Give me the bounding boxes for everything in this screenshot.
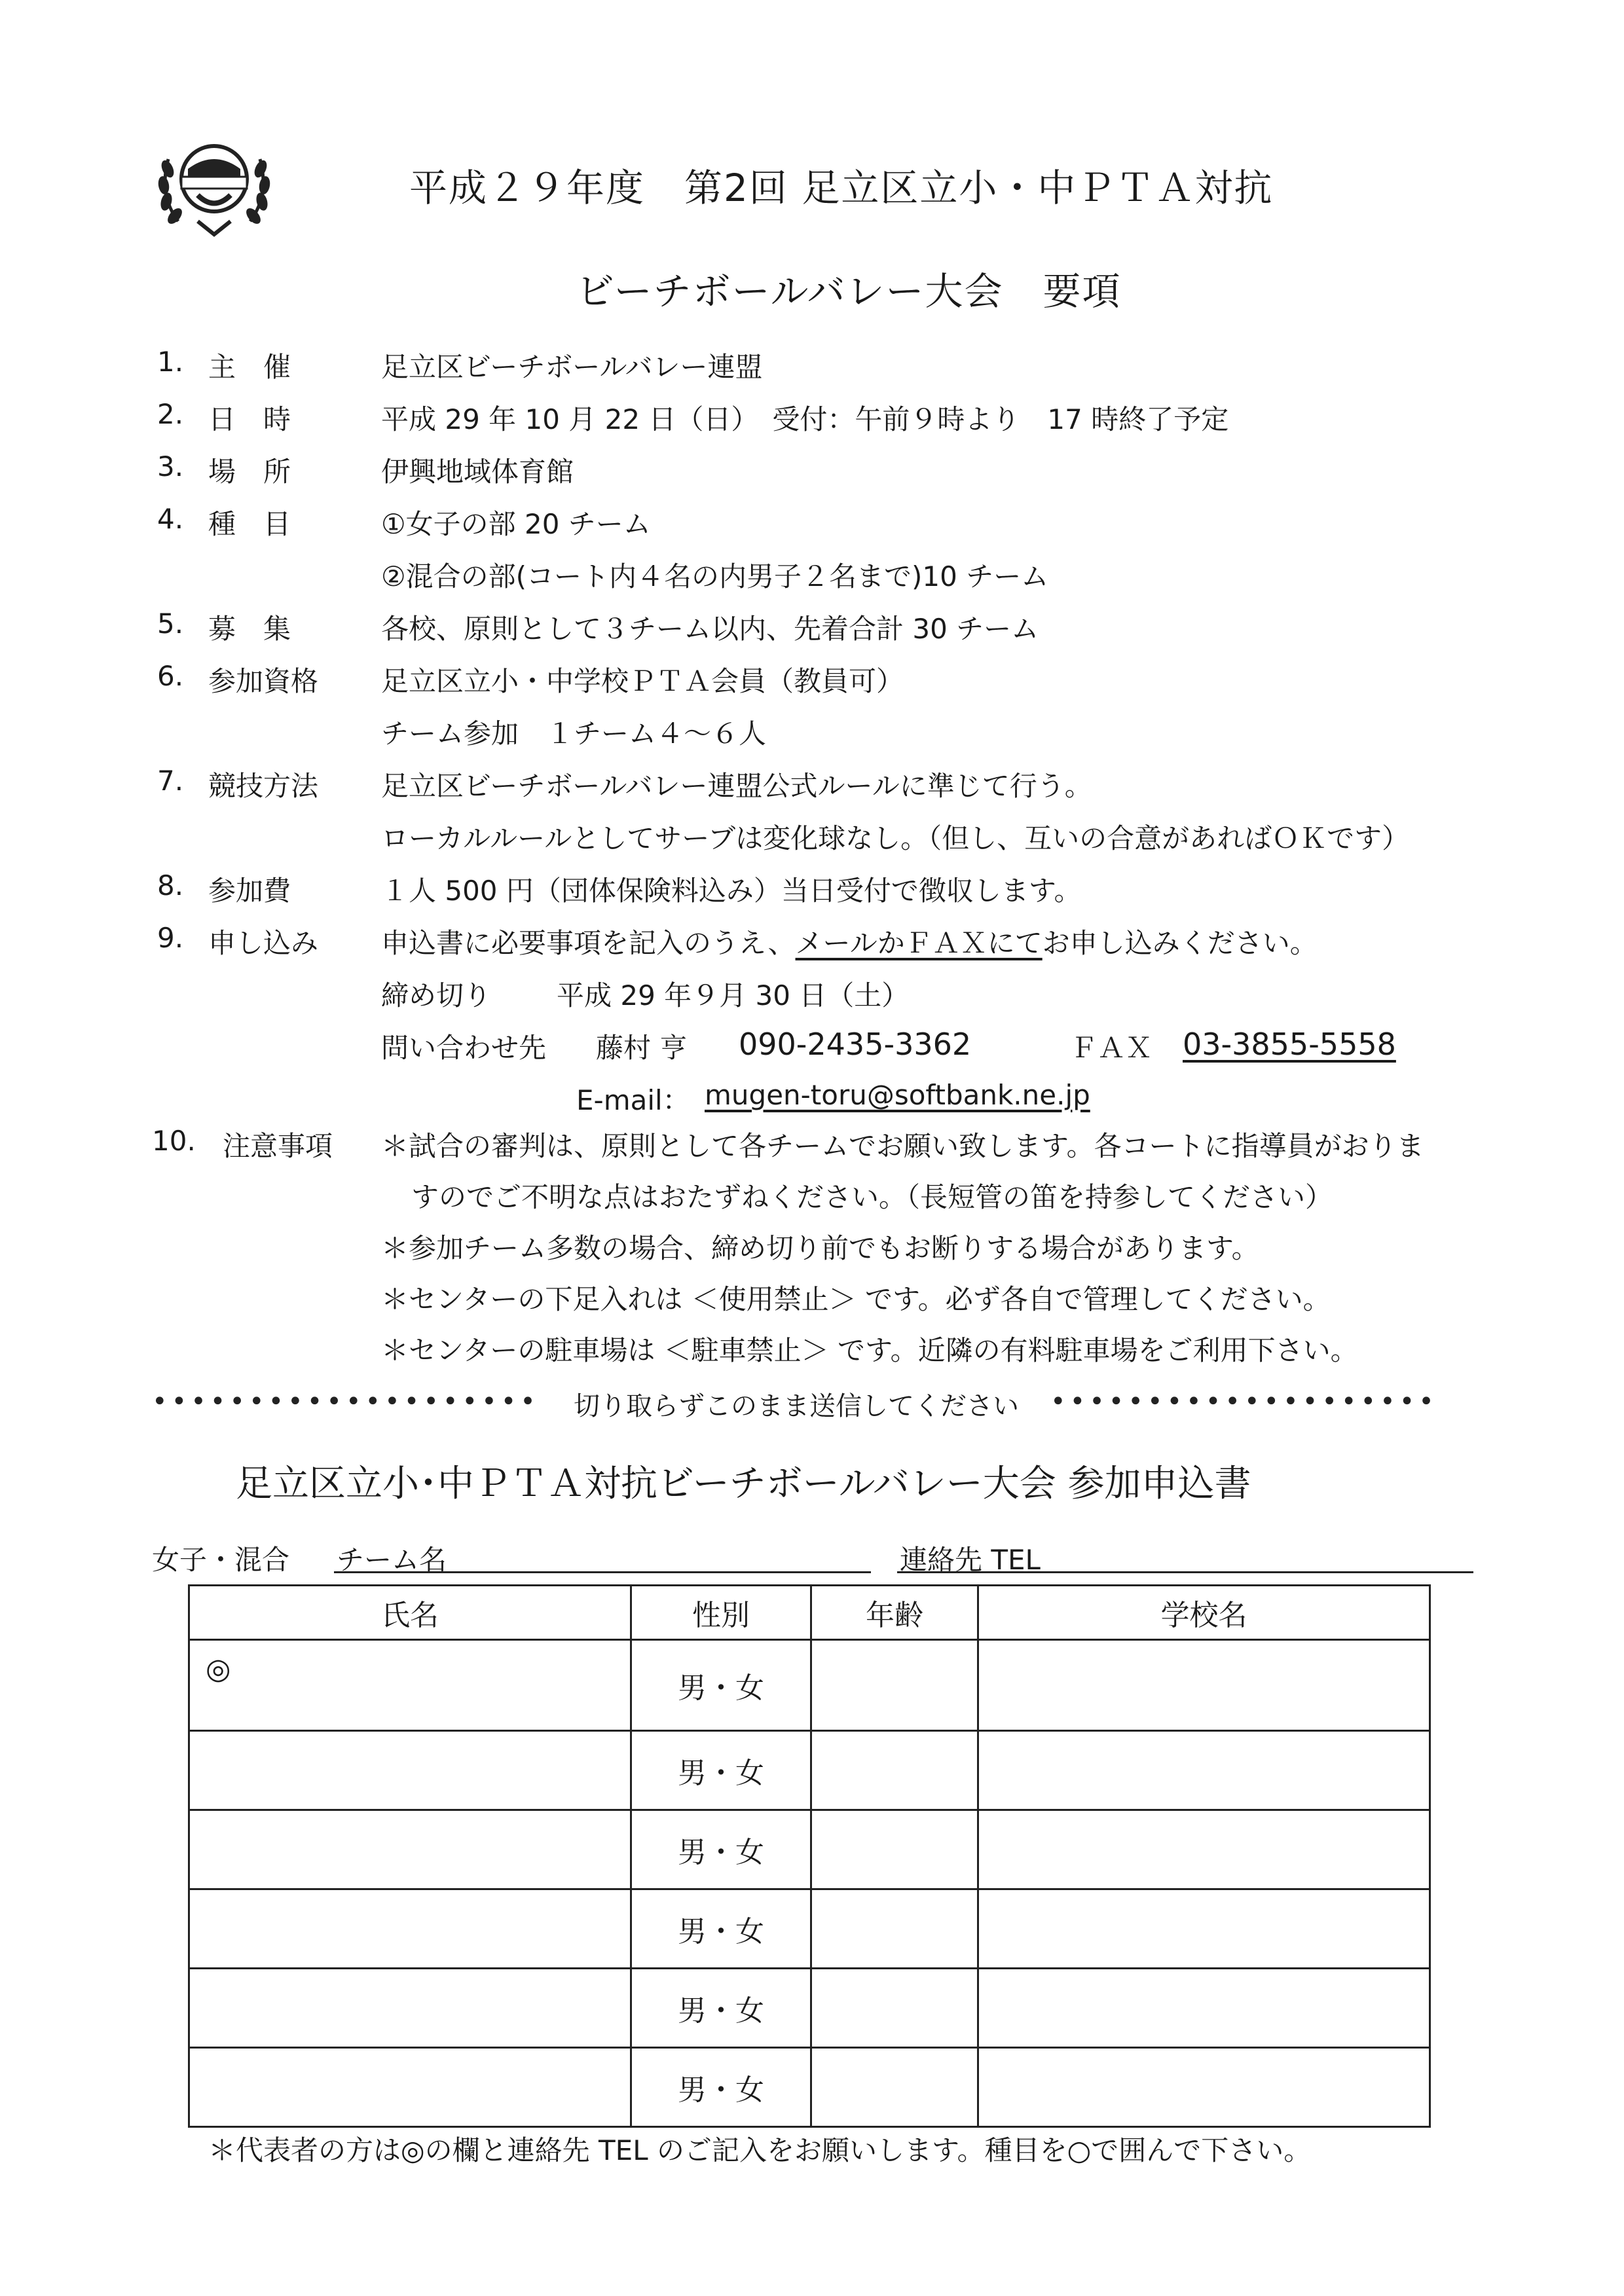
table-row <box>189 1731 1430 1810</box>
email-link[interactable]: mugen-toru@softbank.ne.jp <box>705 1079 1090 1111</box>
section-5-number: 5. <box>157 608 184 640</box>
fax-number: 03-3855-5558 <box>1183 1027 1396 1062</box>
cut-line-dots-left: •••••••••••••••••••• <box>152 1387 540 1417</box>
notice-line-2: すのでご不明な点はおたずねください。（長短管の笛を持参してください） <box>411 1181 1333 1213</box>
section-4-label: 種 目 <box>208 508 291 540</box>
gender-cell[interactable]: 男・女 <box>631 1889 811 1969</box>
association-logo <box>152 123 276 247</box>
age-cell[interactable] <box>811 1810 978 1889</box>
school-cell[interactable] <box>978 1810 1430 1889</box>
section-4-text-1: ①女子の部 20 チーム <box>381 508 651 540</box>
name-cell[interactable] <box>189 1731 631 1810</box>
section-7-text-2: ローカルルールとしてサーブは変化球なし。（但し、互いの合意があればＯＫです） <box>381 822 1410 854</box>
contact-tel-label: 連絡先 TEL <box>900 1544 1041 1576</box>
section-6-text-2: チーム参加 １チーム４～６人 <box>381 718 767 750</box>
age-cell[interactable] <box>811 1640 978 1731</box>
school-cell[interactable] <box>978 1640 1430 1731</box>
contact-phone: 090-2435-3362 <box>739 1027 972 1062</box>
category-label: 女子・混合 <box>152 1544 290 1576</box>
notice-line-1: ＊試合の審判は、原則として各チームでお願い致します。各コートに指導員がおりま <box>381 1130 1424 1162</box>
name-cell[interactable] <box>189 1969 631 2048</box>
section-7-label: 競技方法 <box>208 770 319 802</box>
section-7-number: 7. <box>157 765 184 797</box>
table-header-row <box>189 1586 1430 1640</box>
section-1-text: 足立区ビーチボールバレー連盟 <box>381 351 763 383</box>
age-cell[interactable] <box>811 2048 978 2127</box>
table-row <box>189 1810 1430 1889</box>
section-6-text-1: 足立区立小・中学校ＰＴＡ会員（教員可） <box>381 665 904 697</box>
section-1-number: 1. <box>157 346 184 378</box>
section-10-number: 10. <box>152 1125 196 1157</box>
section-5-label: 募 集 <box>208 613 291 645</box>
table-row <box>189 1969 1430 2048</box>
section-8-label: 参加費 <box>208 875 291 907</box>
section-2-label: 日 時 <box>208 403 291 435</box>
gender-cell[interactable]: 男・女 <box>631 1810 811 1889</box>
team-name-input-line[interactable] <box>334 1571 871 1573</box>
notice-line-3: ＊参加チーム多数の場合、締め切り前でもお断りする場合があります。 <box>381 1232 1259 1264</box>
notice-line-5: ＊センターの駐車場は ＜駐車禁止＞ です。近隣の有料駐車場をご利用下さい。 <box>381 1334 1358 1366</box>
section-3-number: 3. <box>157 450 184 483</box>
section-4-text-2: ②混合の部(コート内４名の内男子２名まで)10 チーム <box>381 560 1049 592</box>
cut-line-dots-right: •••••••••••••••••••• <box>1050 1387 1438 1417</box>
age-cell[interactable] <box>811 1969 978 2048</box>
table-row <box>189 1640 1430 1731</box>
section-2-text: 平成 29 年 10 月 22 日（日） 受付：午前９時より 17 時終了予定 <box>381 403 1229 435</box>
section-7-text-1: 足立区ビーチボールバレー連盟公式ルールに準じて行う。 <box>381 770 1092 802</box>
section-9-text <box>381 922 1318 961</box>
section-9-number: 9. <box>157 922 184 954</box>
name-cell[interactable] <box>189 1640 631 1731</box>
deadline-label: 締め切り <box>381 979 492 1011</box>
school-cell[interactable] <box>978 1969 1430 2048</box>
section-2-number: 2. <box>157 398 184 430</box>
header-gender: 性別 <box>631 1586 811 1640</box>
name-cell[interactable] <box>189 1810 631 1889</box>
title-line1: 平成２９年度 第2回 足立区立小・中ＰＴＡ対抗 <box>409 166 1274 210</box>
gender-cell[interactable]: 男・女 <box>631 2048 811 2127</box>
section-8-number: 8. <box>157 869 184 902</box>
title-line2: ビーチボールバレー大会 要項 <box>576 269 1122 314</box>
table-row <box>189 2048 1430 2127</box>
contact-name: 藤村 亨 <box>596 1032 688 1064</box>
section-9-method: メールかＦＡＸにて <box>795 927 1043 959</box>
representative-mark: ◎ <box>206 1652 231 1686</box>
section-3-label: 場 所 <box>208 456 291 488</box>
header-age: 年齢 <box>811 1586 978 1640</box>
section-9-label: 申し込み <box>208 927 319 959</box>
school-cell[interactable] <box>978 1889 1430 1969</box>
section-8-text: １人 500 円（団体保険料込み）当日受付で徴収します。 <box>381 875 1082 907</box>
section-1-label: 主 催 <box>208 351 291 383</box>
section-9-text-after: お申し込みください。 <box>1042 927 1318 959</box>
section-6-number: 6. <box>157 660 184 692</box>
entry-table <box>188 1584 1431 2128</box>
section-6-label: 参加資格 <box>208 665 319 697</box>
school-cell[interactable] <box>978 1731 1430 1810</box>
notice-line-4: ＊センターの下足入れは ＜使用禁止＞ です。必ず各自で管理してください。 <box>381 1283 1331 1315</box>
contact-tel-input-line[interactable] <box>897 1571 1473 1573</box>
email-label: E-mail： <box>576 1084 690 1116</box>
cut-line-text: 切り取らずこのまま送信してください <box>574 1391 1019 1421</box>
form-title: 足立区立小･中ＰＴＡ対抗ビーチボールバレー大会 参加申込書 <box>236 1463 1251 1505</box>
deadline-value: 平成 29 年９月 30 日（土） <box>557 979 910 1011</box>
contact-label: 問い合わせ先 <box>381 1032 547 1064</box>
gender-cell[interactable]: 男・女 <box>631 1969 811 2048</box>
section-5-text: 各校、原則として３チーム以内、先着合計 30 チーム <box>381 613 1039 645</box>
section-10-label: 注意事項 <box>223 1130 333 1162</box>
header-school: 学校名 <box>978 1586 1430 1640</box>
section-3-text: 伊興地域体育館 <box>381 456 574 488</box>
gender-cell[interactable]: 男・女 <box>631 1640 811 1731</box>
form-note: ＊代表者の方は◎の欄と連絡先 TEL のご記入をお願いします。種目を○で囲んで下さい。 <box>208 2134 1312 2166</box>
header-name: 氏名 <box>189 1586 631 1640</box>
fax-label: ＦＡＸ <box>1070 1032 1153 1064</box>
table-row <box>189 1889 1430 1969</box>
gender-cell[interactable]: 男・女 <box>631 1731 811 1810</box>
team-name-label: チーム名 <box>337 1544 447 1576</box>
age-cell[interactable] <box>811 1731 978 1810</box>
section-9-text-before: 申込書に必要事項を記入のうえ、 <box>381 927 796 959</box>
section-4-number: 4. <box>157 503 184 535</box>
age-cell[interactable] <box>811 1889 978 1969</box>
name-cell[interactable] <box>189 1889 631 1969</box>
name-cell[interactable] <box>189 2048 631 2127</box>
school-cell[interactable] <box>978 2048 1430 2127</box>
